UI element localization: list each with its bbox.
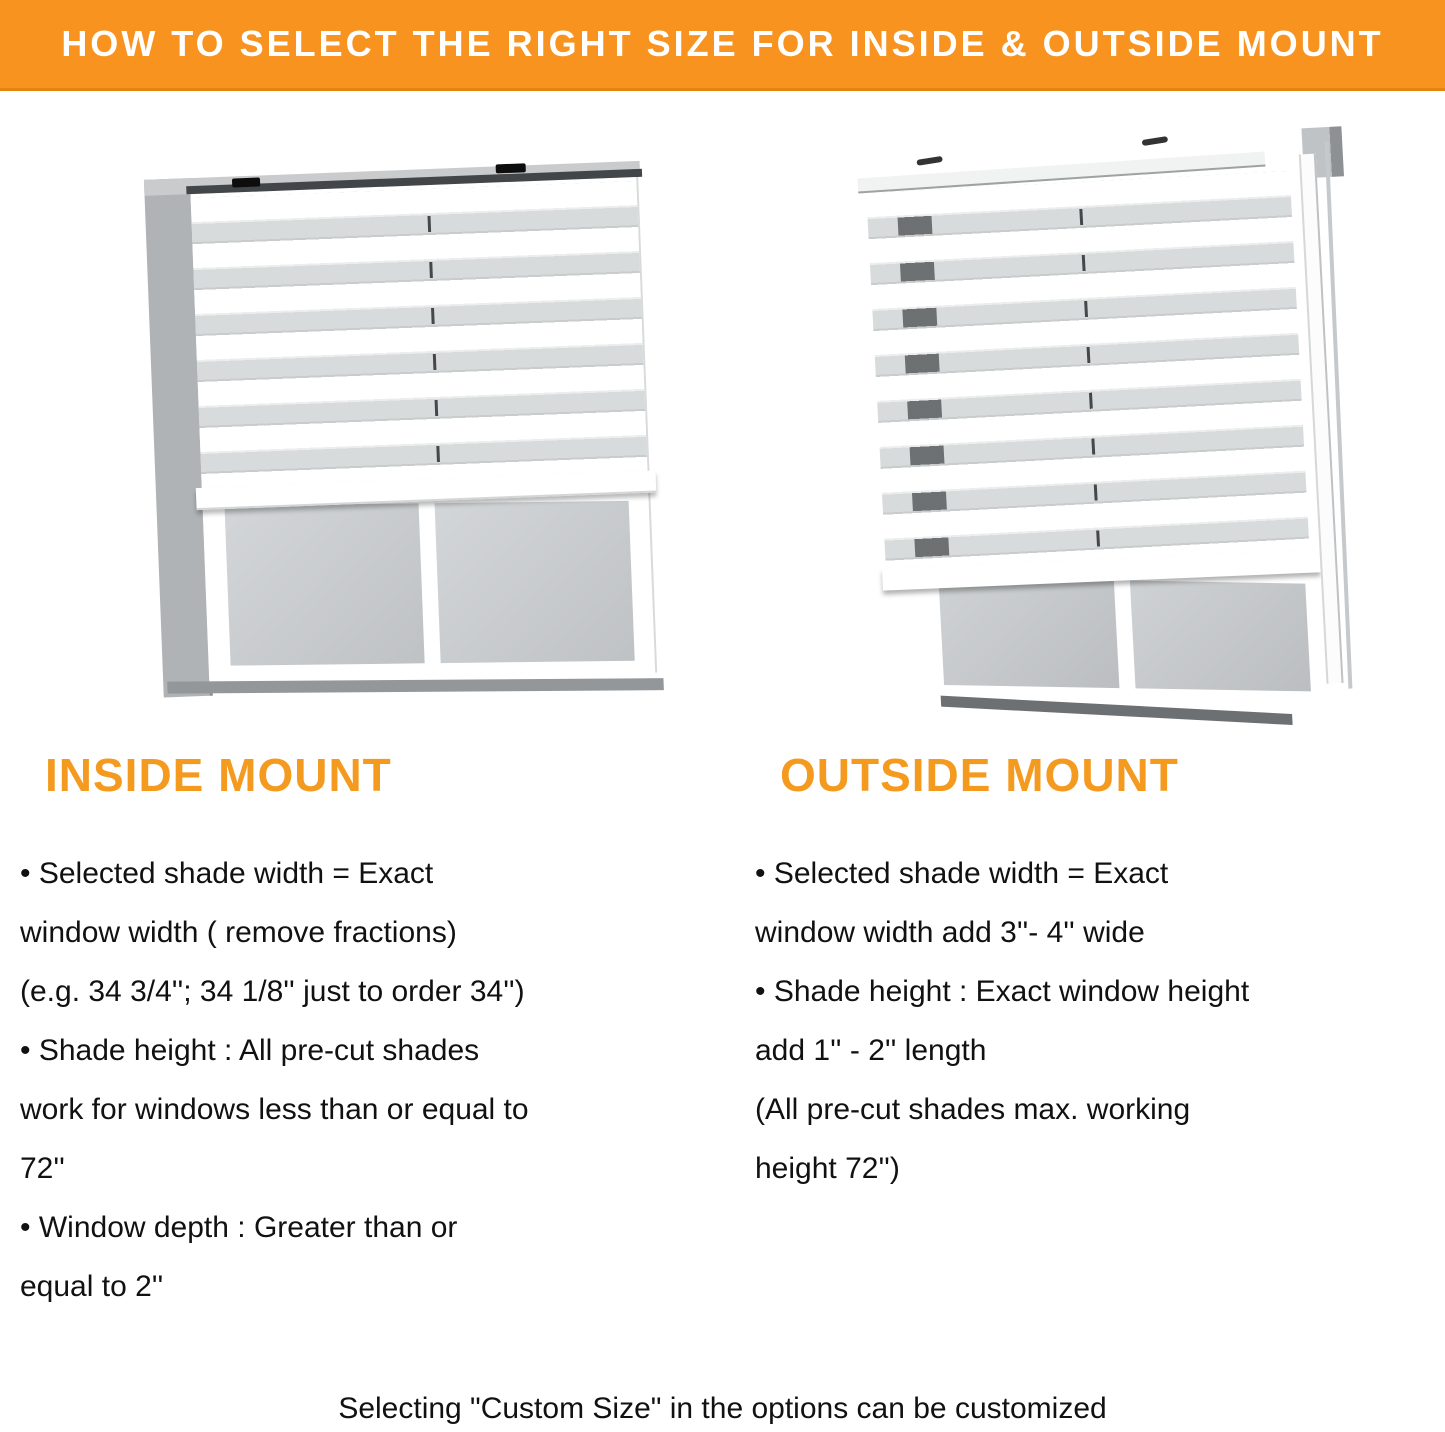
heading-inside-mount: INSIDE MOUNT (45, 749, 392, 801)
screw-slot (916, 156, 943, 166)
window-glass (926, 571, 1324, 710)
bullet-line: (All pre-cut shades max. working (755, 1093, 1191, 1126)
window-pane (224, 503, 424, 665)
window-glass (212, 497, 647, 678)
heading-outside-mount: OUTSIDE MOUNT (780, 749, 1179, 801)
bullet-line: • Selected shade width = Exact (755, 857, 1169, 890)
banner-title: HOW TO SELECT THE RIGHT SIZE FOR INSIDE & OUTSIDE MOUNT (61, 23, 1384, 64)
window-pane (435, 501, 635, 663)
bullet-line: • Shade height : Exact window height (755, 975, 1250, 1008)
bullet-line: • Window depth : Greater than or (20, 1211, 458, 1244)
frame-shadow-behind-sheer (896, 190, 950, 573)
banner (0, 0, 1445, 91)
bullet-line: (e.g. 34 3/4''; 34 1/8'' just to order 34'') (20, 975, 525, 1008)
bullet-line: window width add 3''- 4'' wide (755, 916, 1145, 949)
shade-seam (427, 189, 441, 481)
bullet-line: height 72'') (755, 1152, 900, 1185)
bullet-line: • Shade height : All pre-cut shades (20, 1034, 480, 1067)
mounting-bracket (232, 177, 260, 187)
bullet-line: window width ( remove fractions) (20, 916, 457, 949)
bullet-line: • Selected shade width = Exact (20, 857, 434, 890)
window-sill (167, 678, 664, 693)
outside-mount-illustration (850, 125, 1400, 736)
shade-seam (1078, 182, 1101, 564)
inside-mount-bullets (20, 844, 720, 1316)
window-pane (938, 577, 1119, 688)
bullet-line: 72'' (20, 1152, 65, 1185)
inside-mount-illustration (139, 140, 676, 734)
bullet-line: equal to 2'' (20, 1270, 164, 1303)
bullet-line: work for windows less than or equal to (20, 1093, 529, 1126)
window-pane (1130, 581, 1311, 692)
zebra-shade (191, 181, 648, 490)
bullet-line: add 1'' - 2'' length (755, 1034, 987, 1067)
mounting-bracket (496, 163, 526, 173)
footer-note: Selecting "Custom Size" in the options can be customized (338, 1392, 1107, 1425)
zebra-shade (866, 171, 1309, 575)
outside-mount-bullets (755, 844, 1435, 1198)
screw-slot (1142, 136, 1169, 146)
